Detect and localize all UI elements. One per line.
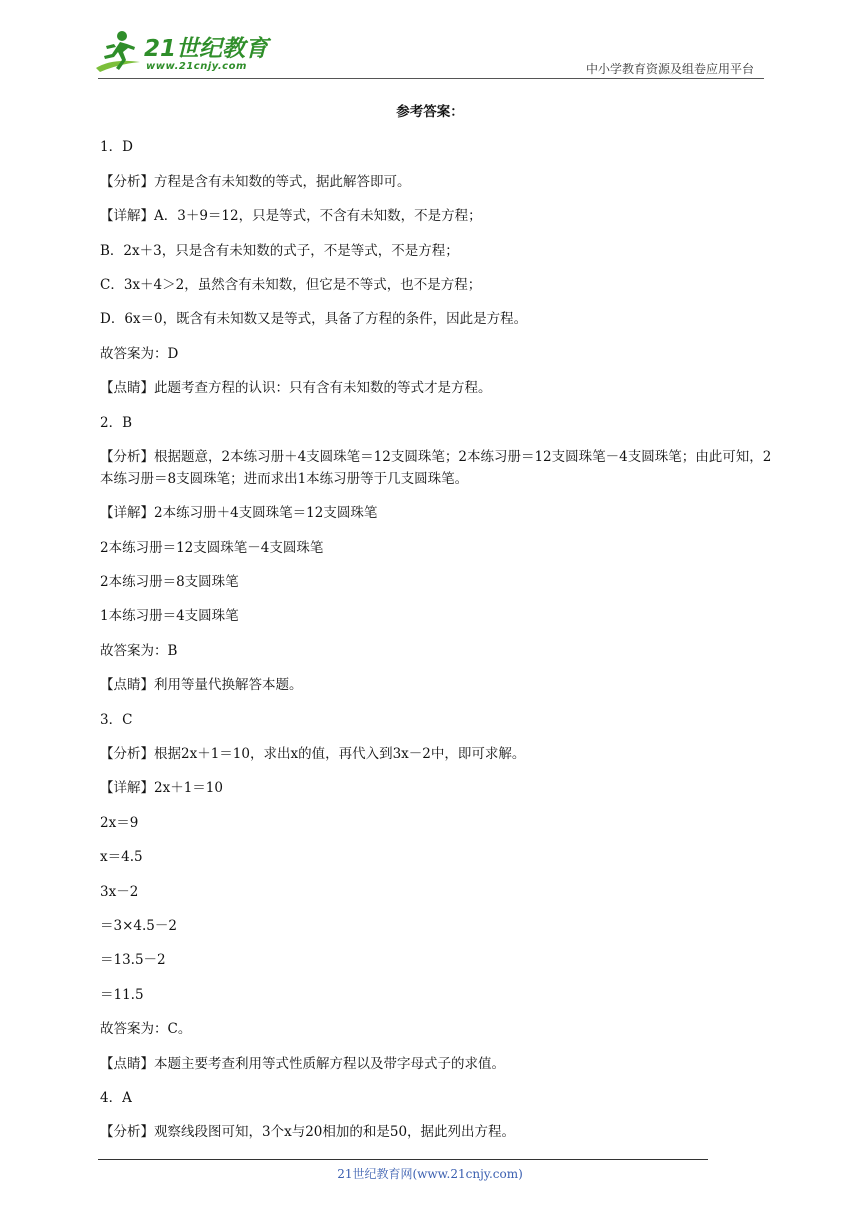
answer-line: 2本练习册＝12支圆珠笔－4支圆珠笔 bbox=[100, 539, 324, 556]
answer-line: ＝11.5 bbox=[100, 986, 144, 1003]
footer-divider bbox=[98, 1159, 708, 1160]
runner-logo-icon bbox=[92, 28, 144, 76]
answer-line: ＝13.5－2 bbox=[100, 952, 166, 969]
answer-line: 【分析】根据2x＋1＝10，求出x的值，再代入到3x－2中，即可求解。 bbox=[100, 746, 526, 763]
platform-name: 中小学教育资源及组卷应用平台 bbox=[585, 62, 754, 76]
answer-line: 3．C bbox=[100, 711, 133, 728]
page-header bbox=[0, 0, 860, 80]
logo bbox=[92, 28, 269, 78]
answer-line: 1本练习册＝4支圆珠笔 bbox=[100, 608, 239, 625]
page-title: 参考答案： bbox=[396, 104, 464, 120]
answer-line: ＝3×4.5－2 bbox=[100, 917, 177, 934]
answer-line: 4．A bbox=[100, 1089, 132, 1106]
footer-link[interactable]: 21世纪教育网(www.21cnjy.com) bbox=[337, 1167, 523, 1181]
logo-url: www.21cnjy.com bbox=[146, 61, 247, 72]
answer-line: 【详解】2x＋1＝10 bbox=[100, 780, 223, 797]
answer-document bbox=[100, 100, 780, 1143]
answer-line: 故答案为：D bbox=[100, 345, 179, 362]
answer-line: D．6x＝0，既含有未知数又是等式，具备了方程的条件，因此是方程。 bbox=[100, 311, 528, 328]
answer-line: C．3x＋4＞2，虽然含有未知数，但它是不等式，也不是方程； bbox=[100, 276, 482, 293]
answer-line: 1．D bbox=[100, 139, 133, 156]
answer-line: 2．B bbox=[100, 414, 133, 431]
answer-line: x＝4.5 bbox=[100, 849, 143, 866]
header-divider bbox=[98, 78, 764, 79]
answer-line: 2本练习册＝8支圆珠笔 bbox=[100, 574, 239, 591]
answer-line: 【点睛】利用等量代换解答本题。 bbox=[100, 677, 303, 694]
answer-line: 【点睛】此题考查方程的认识：只有含有未知数的等式才是方程。 bbox=[100, 380, 492, 397]
answer-line: 【详解】A．3＋9＝12，只是等式，不含有未知数，不是方程； bbox=[100, 208, 482, 225]
answer-line: 【分析】方程是含有未知数的等式，据此解答即可。 bbox=[100, 173, 411, 190]
answer-line: 2x＝9 bbox=[100, 814, 139, 831]
answer-line: 3x－2 bbox=[100, 883, 139, 900]
answer-line: 故答案为：B bbox=[100, 642, 178, 659]
logo-title: 21世纪教育 bbox=[144, 36, 269, 62]
answer-line: 【分析】观察线段图可知，3个x与20相加的和是50，据此列出方程。 bbox=[100, 1124, 516, 1141]
answer-line: 【点睛】本题主要考查利用等式性质解方程以及带字母式子的求值。 bbox=[100, 1055, 505, 1072]
answer-line: 故答案为：C。 bbox=[100, 1021, 192, 1038]
answer-line: 【分析】根据题意，2本练习册＋4支圆珠笔＝12支圆珠笔；2本练习册＝12支圆珠笔－4支圆珠笔；由此可知，2本练习册＝8支圆珠笔；进而求出1本练习册等于几支圆珠笔。 bbox=[100, 448, 772, 487]
answer-line: B．2x＋3，只是含有未知数的式子，不是等式，不是方程； bbox=[100, 242, 459, 259]
answer-line: 【详解】2本练习册＋4支圆珠笔＝12支圆珠笔 bbox=[100, 505, 378, 522]
